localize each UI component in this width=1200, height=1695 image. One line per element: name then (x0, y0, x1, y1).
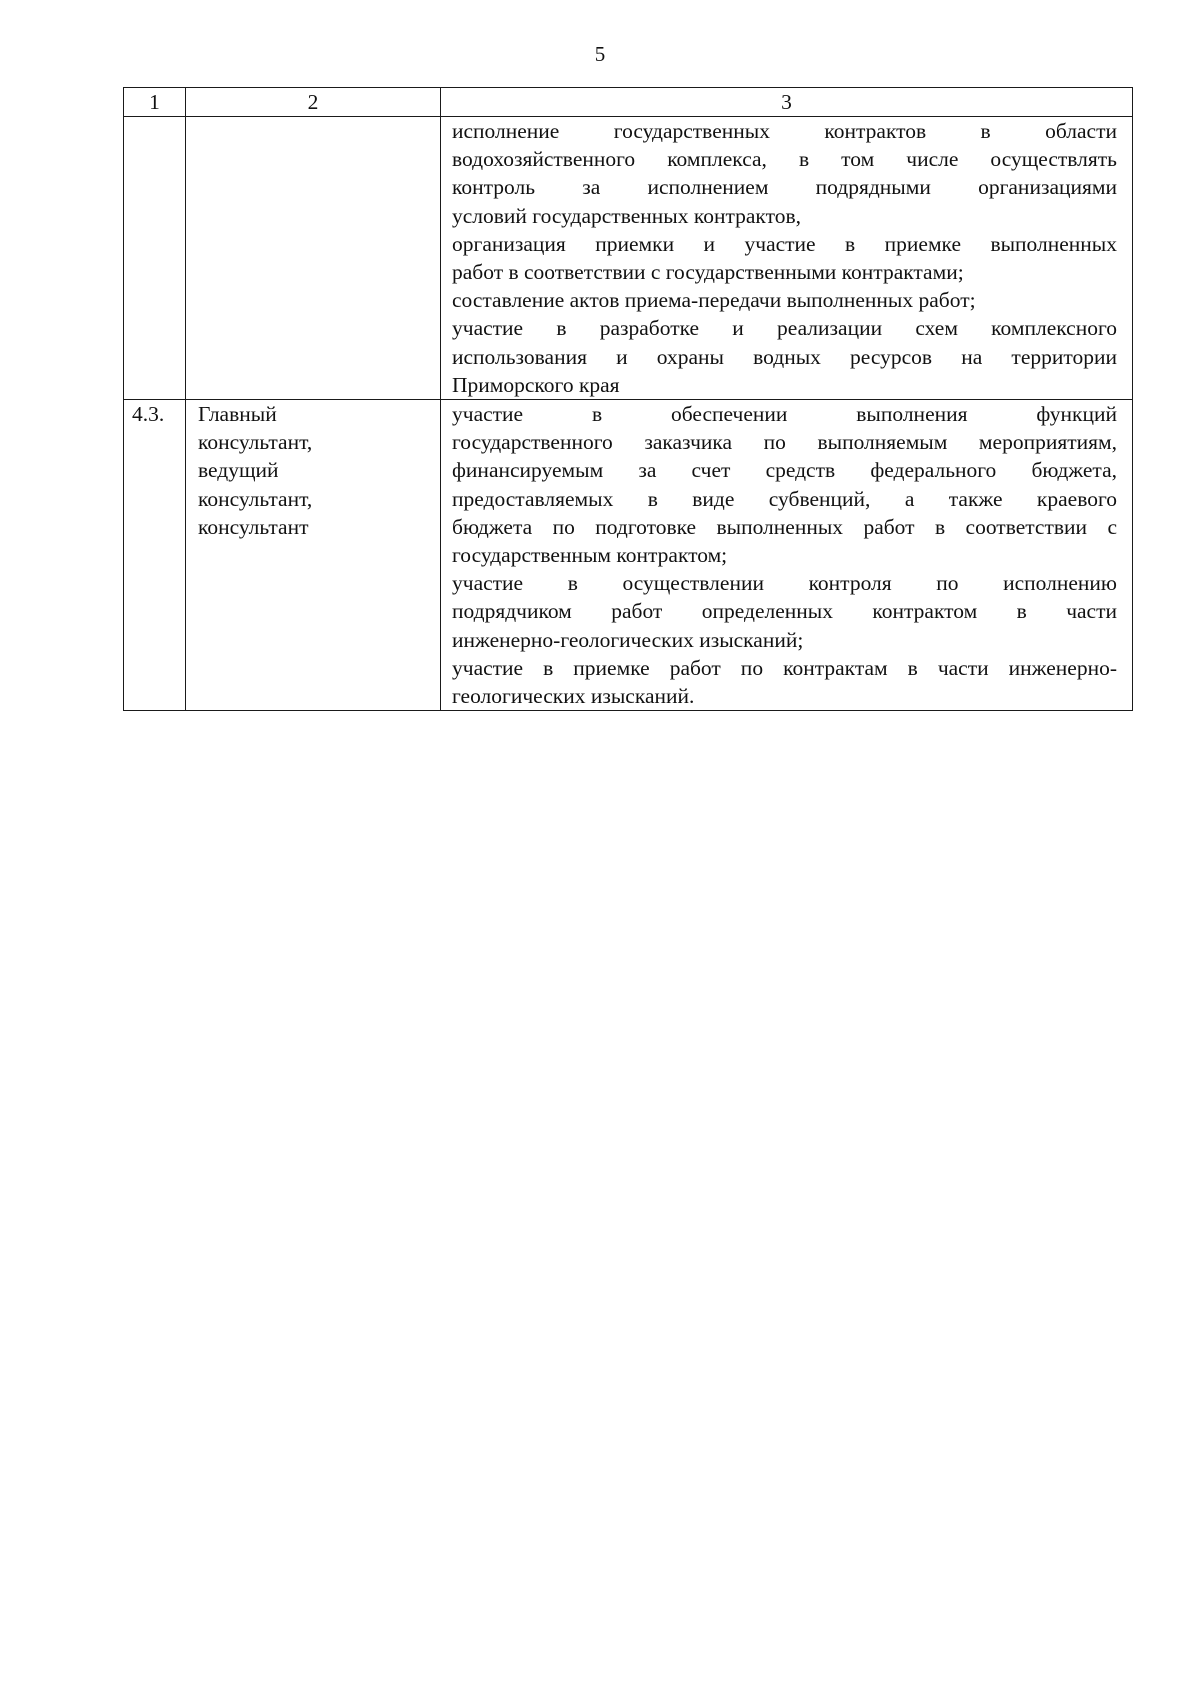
duties-description-cell (441, 400, 1133, 711)
duty-text-line: работ в соответствии с государственными контрактами; (452, 260, 964, 285)
duty-text-line: инженерно-геологических изысканий; (452, 627, 804, 652)
duty-text-line: Приморского края (452, 372, 620, 397)
header-cell-3: 3 (441, 88, 1133, 117)
position-title-line: консультант, (198, 430, 313, 455)
duty-text-line: организация приемки и участие в приемке выполненных (452, 231, 1117, 256)
duties-description-cell (441, 117, 1133, 400)
duty-text-line: участие в обеспечении выполнения функций (452, 402, 1117, 427)
duty-text-line: участие в разработке и реализации схем комплексного (452, 316, 1117, 341)
duty-text-line: участие в осуществлении контроля по исполнению (452, 571, 1117, 596)
duty-text-line: бюджета по подготовке выполненных работ в соответствии с (452, 514, 1117, 539)
position-title-line: консультант (198, 514, 309, 539)
duty-text-line: подрядчиком работ определенных контрактом в части (452, 599, 1117, 624)
row-number-cell: 4.3. (124, 400, 186, 711)
duty-text-line: исполнение государственных контрактов в области (452, 119, 1117, 143)
duty-text-line: водохозяйственного комплекса, в том числе осуществлять (452, 147, 1117, 172)
position-title-cell (186, 400, 441, 711)
duty-text-line: государственного заказчика по выполняемым мероприятиям, (452, 430, 1117, 455)
position-title-line: консультант, (198, 486, 313, 511)
duty-text-line: предоставляемых в виде субвенций, а также краевого (452, 486, 1117, 511)
duty-text-line: контроль за исполнением подрядными организациями (452, 175, 1117, 200)
position-title-line: ведущий (198, 458, 279, 483)
duty-text-line: геологических изысканий. (452, 684, 695, 709)
table-row (124, 117, 1133, 400)
table-header-row (124, 88, 1133, 117)
document-table (123, 87, 1133, 711)
duty-text-line: участие в приемке работ по контрактам в части инженерно- (452, 655, 1117, 680)
duty-text-line: составление актов приема-передачи выполненных работ; (452, 288, 976, 313)
position-title-line: Главный (198, 402, 277, 427)
header-cell-1: 1 (124, 88, 186, 117)
position-title-cell (186, 117, 441, 400)
duty-text-line: использования и охраны водных ресурсов на территории (452, 344, 1117, 369)
table-row (124, 400, 1133, 711)
row-number-cell (124, 117, 186, 400)
duty-text-line: финансируемым за счет средств федерального бюджета, (452, 458, 1117, 483)
header-cell-2: 2 (186, 88, 441, 117)
page-number: 5 (594, 42, 606, 66)
duty-text-line: государственным контрактом; (452, 543, 728, 568)
duty-text-line: условий государственных контрактов, (452, 203, 801, 228)
